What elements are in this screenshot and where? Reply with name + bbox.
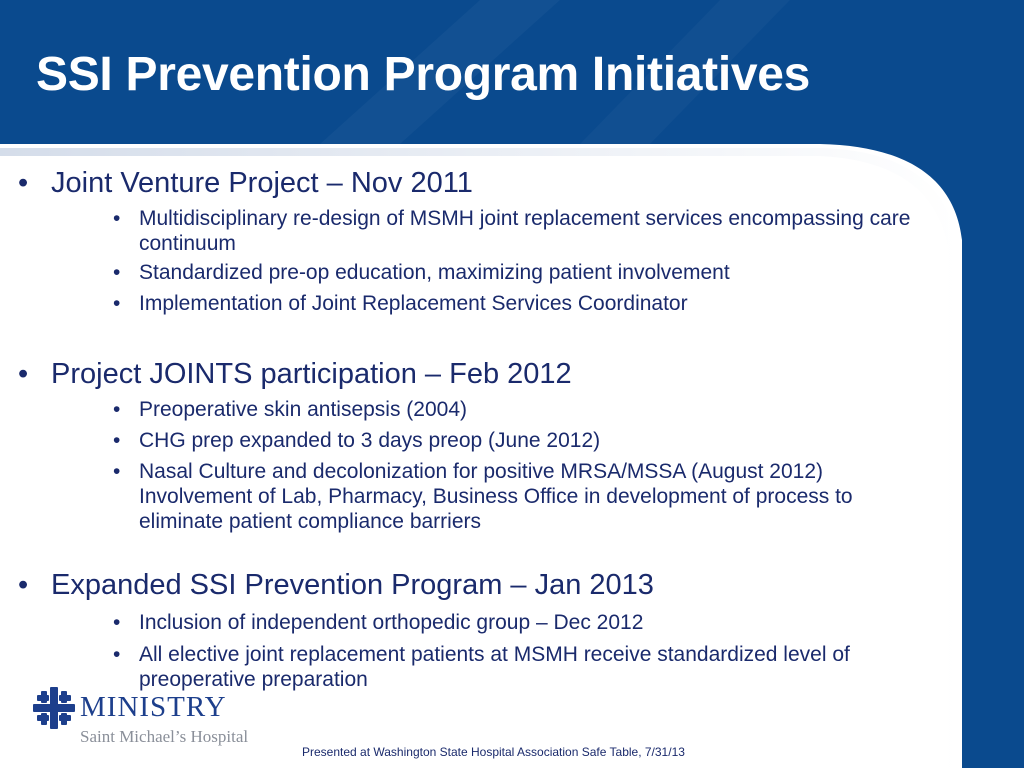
list-item: • Multidisciplinary re-design of MSMH joint replacement services encompassing care continuum (113, 207, 911, 255)
bullet-icon: • (113, 429, 121, 452)
bullet-icon: • (18, 358, 29, 390)
list-item: • CHG prep expanded to 3 days preop (June 2012) (113, 429, 601, 452)
list-item: • Preoperative skin antisepsis (2004) (113, 398, 468, 421)
slide-content: • Joint Venture Project – Nov 2011 • Multidisciplinary re-design of MSMH joint replacement services encompassing care continuum • Standardized pre-op education, maximizing patient involvement • Implementation of Joint Replacement Services Coordinator • Project JOINTS participation – Feb 2012 • Preoperative skin antisepsis (2004) • CHG prep expanded to 3 days preop (June 2012) • Nasal Culture and decolonization for positive MRSA/MSSA (August 2012) Involvement of Lab, Pharmacy, Business Office in development of process to eliminate patient compliance barriers • Expanded SSI Prevention Program – Jan 2013 • Inclusion of independent orthopedic group – Dec 2012 • All elective joint replacement patients at MSMH receive standardized level of preoperative preparation (0, 0, 1024, 768)
ministry-logo (33, 687, 263, 757)
logo-subtitle: Saint Michael’s Hospital (80, 727, 249, 746)
bullet-icon: • (113, 292, 121, 315)
bullet-icon: • (113, 460, 121, 483)
bullet-icon: • (113, 207, 121, 230)
bullet-icon: • (18, 569, 29, 601)
list-item: • Implementation of Joint Replacement Services Coordinator (113, 292, 688, 315)
list-item: • All elective joint replacement patients at MSMH receive standardized level of preoperative preparation (113, 643, 850, 691)
bullet-icon: • (113, 261, 121, 284)
bullet-icon: • (18, 167, 29, 199)
ministry-cross-logo-icon (33, 687, 75, 729)
footer-note: Presented at Washington State Hospital Association Safe Table, 7/31/13 (302, 745, 685, 759)
list-item: • Nasal Culture and decolonization for positive MRSA/MSSA (August 2012) Involvement of Lab, Pharmacy, Business Office in development of process to eliminate patient compliance barriers (113, 460, 853, 533)
logo-name: MINISTRY (80, 691, 227, 723)
list-item: • Inclusion of independent orthopedic group – Dec 2012 (113, 611, 644, 634)
bullet-icon: • (113, 398, 121, 421)
list-item: • Standardized pre-op education, maximizing patient involvement (113, 261, 730, 284)
bullet-icon: • (113, 611, 121, 634)
bullet-icon: • (113, 643, 121, 666)
slide-title: SSI Prevention Program Initiatives (36, 48, 811, 101)
